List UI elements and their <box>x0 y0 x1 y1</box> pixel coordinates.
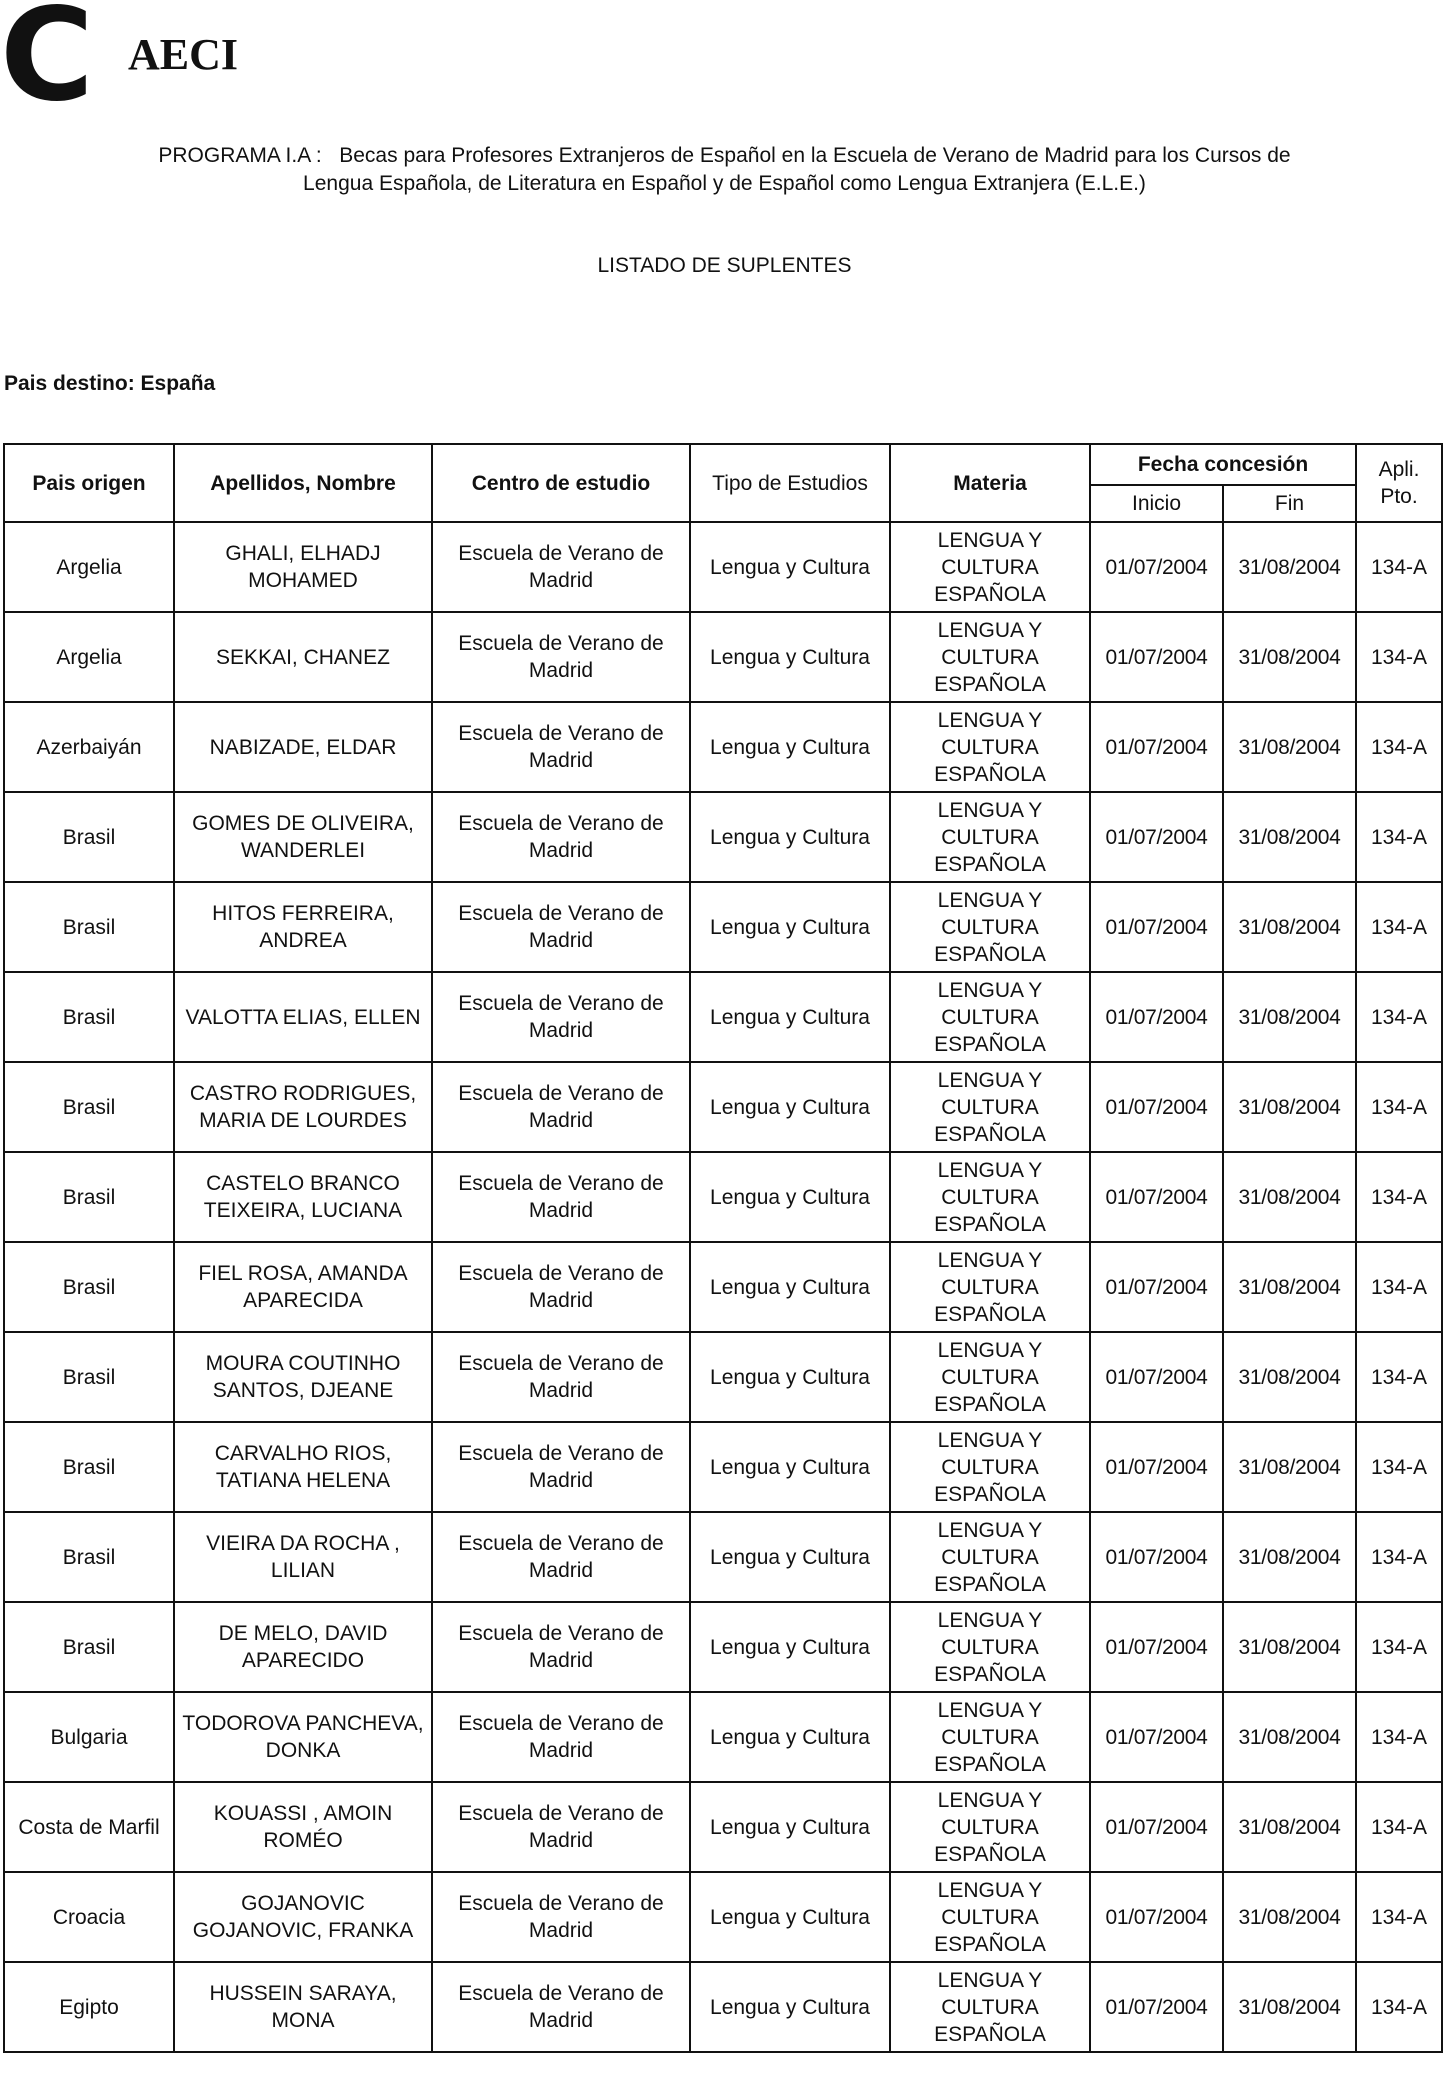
cell-materia: LENGUA Y CULTURA ESPAÑOLA <box>890 792 1090 882</box>
cell-fecha-inicio: 01/07/2004 <box>1090 1782 1223 1872</box>
table-row <box>4 882 1442 972</box>
cell-fecha-fin: 31/08/2004 <box>1223 1602 1356 1692</box>
cell-fecha-inicio: 01/07/2004 <box>1090 1152 1223 1242</box>
cell-apellidos-nombre: HITOS FERREIRA, ANDREA <box>174 882 432 972</box>
cell-apli-pto: 134-A <box>1356 1872 1442 1962</box>
cell-materia: LENGUA Y CULTURA ESPAÑOLA <box>890 1962 1090 2052</box>
cell-pais-origen: Brasil <box>4 1062 174 1152</box>
cell-materia: LENGUA Y CULTURA ESPAÑOLA <box>890 972 1090 1062</box>
table-row <box>4 1062 1442 1152</box>
cell-fecha-fin: 31/08/2004 <box>1223 612 1356 702</box>
cell-tipo-estudios: Lengua y Cultura <box>690 792 890 882</box>
cell-fecha-fin: 31/08/2004 <box>1223 1152 1356 1242</box>
cell-materia: LENGUA Y CULTURA ESPAÑOLA <box>890 1872 1090 1962</box>
cell-apellidos-nombre: HUSSEIN SARAYA, MONA <box>174 1962 432 2052</box>
cell-materia: LENGUA Y CULTURA ESPAÑOLA <box>890 522 1090 612</box>
cell-pais-origen: Argelia <box>4 612 174 702</box>
cell-apellidos-nombre: DE MELO, DAVID APARECIDO <box>174 1602 432 1692</box>
table-row <box>4 522 1442 612</box>
cell-pais-origen: Croacia <box>4 1872 174 1962</box>
list-title: LISTADO DE SUPLENTES <box>597 254 852 277</box>
cell-centro-estudio: Escuela de Verano de Madrid <box>432 522 690 612</box>
cell-materia: LENGUA Y CULTURA ESPAÑOLA <box>890 702 1090 792</box>
cell-centro-estudio: Escuela de Verano de Madrid <box>432 972 690 1062</box>
cell-fecha-inicio: 01/07/2004 <box>1090 1602 1223 1692</box>
table-header-row <box>4 444 1442 485</box>
table-row <box>4 1332 1442 1422</box>
cell-fecha-fin: 31/08/2004 <box>1223 1962 1356 2052</box>
cell-apli-pto: 134-A <box>1356 882 1442 972</box>
cell-centro-estudio: Escuela de Verano de Madrid <box>432 1422 690 1512</box>
cell-materia: LENGUA Y CULTURA ESPAÑOLA <box>890 1242 1090 1332</box>
cell-apellidos-nombre: KOUASSI , AMOIN ROMÉO <box>174 1782 432 1872</box>
cell-fecha-fin: 31/08/2004 <box>1223 972 1356 1062</box>
cell-materia: LENGUA Y CULTURA ESPAÑOLA <box>890 612 1090 702</box>
cell-materia: LENGUA Y CULTURA ESPAÑOLA <box>890 1602 1090 1692</box>
cell-tipo-estudios: Lengua y Cultura <box>690 612 890 702</box>
cell-fecha-inicio: 01/07/2004 <box>1090 612 1223 702</box>
cell-apellidos-nombre: VIEIRA DA ROCHA , LILIAN <box>174 1512 432 1602</box>
cell-apli-pto: 134-A <box>1356 1422 1442 1512</box>
cell-apli-pto: 134-A <box>1356 1512 1442 1602</box>
program-line-2: Lengua Española, de Literatura en Español y de Español como Lengua Extranjera (E.L.E.) <box>303 172 1146 195</box>
cell-pais-origen: Brasil <box>4 1602 174 1692</box>
cell-apli-pto: 134-A <box>1356 612 1442 702</box>
cell-materia: LENGUA Y CULTURA ESPAÑOLA <box>890 1332 1090 1422</box>
cell-pais-origen: Brasil <box>4 1422 174 1512</box>
cell-fecha-inicio: 01/07/2004 <box>1090 1422 1223 1512</box>
cell-centro-estudio: Escuela de Verano de Madrid <box>432 1872 690 1962</box>
header-apellidos-nombre: Apellidos, Nombre <box>174 444 432 522</box>
cell-tipo-estudios: Lengua y Cultura <box>690 1242 890 1332</box>
table-row <box>4 1872 1442 1962</box>
cell-fecha-fin: 31/08/2004 <box>1223 1872 1356 1962</box>
cell-centro-estudio: Escuela de Verano de Madrid <box>432 1512 690 1602</box>
table-row <box>4 1962 1442 2052</box>
cell-apellidos-nombre: MOURA COUTINHO SANTOS, DJEANE <box>174 1332 432 1422</box>
cell-tipo-estudios: Lengua y Cultura <box>690 1062 890 1152</box>
header-inicio: Inicio <box>1090 485 1223 522</box>
header-apli-pto: Apli. Pto. <box>1356 444 1442 522</box>
table-body <box>4 522 1442 2052</box>
cell-tipo-estudios: Lengua y Cultura <box>690 882 890 972</box>
cell-pais-origen: Brasil <box>4 882 174 972</box>
cell-apellidos-nombre: TODOROVA PANCHEVA, DONKA <box>174 1692 432 1782</box>
cell-fecha-fin: 31/08/2004 <box>1223 1422 1356 1512</box>
table-row <box>4 612 1442 702</box>
cell-fecha-inicio: 01/07/2004 <box>1090 792 1223 882</box>
table-row <box>4 702 1442 792</box>
cell-tipo-estudios: Lengua y Cultura <box>690 1962 890 2052</box>
cell-centro-estudio: Escuela de Verano de Madrid <box>432 1062 690 1152</box>
cell-materia: LENGUA Y CULTURA ESPAÑOLA <box>890 1512 1090 1602</box>
table-row <box>4 1782 1442 1872</box>
cell-fecha-fin: 31/08/2004 <box>1223 882 1356 972</box>
cell-fecha-inicio: 01/07/2004 <box>1090 1512 1223 1602</box>
table-row <box>4 972 1442 1062</box>
cell-materia: LENGUA Y CULTURA ESPAÑOLA <box>890 1152 1090 1242</box>
cell-fecha-fin: 31/08/2004 <box>1223 1332 1356 1422</box>
cell-pais-origen: Bulgaria <box>4 1692 174 1782</box>
cell-apli-pto: 134-A <box>1356 1782 1442 1872</box>
program-line-1: PROGRAMA I.A : Becas para Profesores Extranjeros de Español en la Escuela de Verano de Madrid para los Cursos de <box>158 144 1291 167</box>
table-row <box>4 1152 1442 1242</box>
cell-tipo-estudios: Lengua y Cultura <box>690 1602 890 1692</box>
cell-tipo-estudios: Lengua y Cultura <box>690 1782 890 1872</box>
cell-apellidos-nombre: CASTRO RODRIGUES, MARIA DE LOURDES <box>174 1062 432 1152</box>
cell-centro-estudio: Escuela de Verano de Madrid <box>432 612 690 702</box>
cell-fecha-fin: 31/08/2004 <box>1223 522 1356 612</box>
cell-apli-pto: 134-A <box>1356 522 1442 612</box>
substitutes-table <box>3 443 1443 2053</box>
cell-fecha-fin: 31/08/2004 <box>1223 1062 1356 1152</box>
destination-country: Pais destino: España <box>4 372 216 395</box>
cell-pais-origen: Brasil <box>4 1242 174 1332</box>
cell-apli-pto: 134-A <box>1356 1602 1442 1692</box>
header-pais-origen: Pais origen <box>4 444 174 522</box>
cell-apli-pto: 134-A <box>1356 1242 1442 1332</box>
cell-pais-origen: Brasil <box>4 972 174 1062</box>
cell-apellidos-nombre: GOJANOVIC GOJANOVIC, FRANKA <box>174 1872 432 1962</box>
cell-materia: LENGUA Y CULTURA ESPAÑOLA <box>890 1782 1090 1872</box>
table-row <box>4 1512 1442 1602</box>
cell-pais-origen: Costa de Marfil <box>4 1782 174 1872</box>
cell-pais-origen: Brasil <box>4 1152 174 1242</box>
cell-fecha-inicio: 01/07/2004 <box>1090 1962 1223 2052</box>
cell-apli-pto: 134-A <box>1356 1152 1442 1242</box>
cell-materia: LENGUA Y CULTURA ESPAÑOLA <box>890 1422 1090 1512</box>
cell-apli-pto: 134-A <box>1356 972 1442 1062</box>
cell-pais-origen: Brasil <box>4 1332 174 1422</box>
cell-fecha-inicio: 01/07/2004 <box>1090 1872 1223 1962</box>
cell-pais-origen: Argelia <box>4 522 174 612</box>
cell-pais-origen: Azerbaiyán <box>4 702 174 792</box>
cell-tipo-estudios: Lengua y Cultura <box>690 972 890 1062</box>
cell-pais-origen: Brasil <box>4 792 174 882</box>
cell-apellidos-nombre: VALOTTA ELIAS, ELLEN <box>174 972 432 1062</box>
cell-apellidos-nombre: FIEL ROSA, AMANDA APARECIDA <box>174 1242 432 1332</box>
cell-fecha-fin: 31/08/2004 <box>1223 1242 1356 1332</box>
cell-fecha-inicio: 01/07/2004 <box>1090 972 1223 1062</box>
cell-materia: LENGUA Y CULTURA ESPAÑOLA <box>890 1062 1090 1152</box>
cell-centro-estudio: Escuela de Verano de Madrid <box>432 1962 690 2052</box>
cell-fecha-fin: 31/08/2004 <box>1223 1512 1356 1602</box>
cell-centro-estudio: Escuela de Verano de Madrid <box>432 1152 690 1242</box>
header-centro-estudio: Centro de estudio <box>432 444 690 522</box>
cell-centro-estudio: Escuela de Verano de Madrid <box>432 1242 690 1332</box>
table-row <box>4 1242 1442 1332</box>
cell-fecha-inicio: 01/07/2004 <box>1090 702 1223 792</box>
cell-apellidos-nombre: SEKKAI, CHANEZ <box>174 612 432 702</box>
cell-fecha-inicio: 01/07/2004 <box>1090 1692 1223 1782</box>
cell-apli-pto: 134-A <box>1356 1062 1442 1152</box>
cell-apli-pto: 134-A <box>1356 1332 1442 1422</box>
header-tipo-estudios: Tipo de Estudios <box>690 444 890 522</box>
table-row <box>4 1422 1442 1512</box>
cell-fecha-fin: 31/08/2004 <box>1223 1692 1356 1782</box>
cell-apli-pto: 134-A <box>1356 702 1442 792</box>
cell-apellidos-nombre: CASTELO BRANCO TEIXEIRA, LUCIANA <box>174 1152 432 1242</box>
cell-apli-pto: 134-A <box>1356 1962 1442 2052</box>
cell-tipo-estudios: Lengua y Cultura <box>690 1152 890 1242</box>
cell-tipo-estudios: Lengua y Cultura <box>690 1332 890 1422</box>
cell-centro-estudio: Escuela de Verano de Madrid <box>432 882 690 972</box>
cell-centro-estudio: Escuela de Verano de Madrid <box>432 1692 690 1782</box>
cell-centro-estudio: Escuela de Verano de Madrid <box>432 1782 690 1872</box>
cell-fecha-fin: 31/08/2004 <box>1223 792 1356 882</box>
cell-fecha-inicio: 01/07/2004 <box>1090 522 1223 612</box>
logo-letter: C <box>0 0 90 130</box>
cell-centro-estudio: Escuela de Verano de Madrid <box>432 1332 690 1422</box>
cell-fecha-inicio: 01/07/2004 <box>1090 1332 1223 1422</box>
program-title <box>0 142 1449 198</box>
cell-apli-pto: 134-A <box>1356 1692 1442 1782</box>
cell-pais-origen: Egipto <box>4 1962 174 2052</box>
cell-fecha-inicio: 01/07/2004 <box>1090 1242 1223 1332</box>
cell-tipo-estudios: Lengua y Cultura <box>690 1422 890 1512</box>
header-materia: Materia <box>890 444 1090 522</box>
cell-centro-estudio: Escuela de Verano de Madrid <box>432 702 690 792</box>
cell-fecha-inicio: 01/07/2004 <box>1090 1062 1223 1152</box>
cell-tipo-estudios: Lengua y Cultura <box>690 1512 890 1602</box>
cell-tipo-estudios: Lengua y Cultura <box>690 702 890 792</box>
cell-pais-origen: Brasil <box>4 1512 174 1602</box>
table-row <box>4 1692 1442 1782</box>
cell-apellidos-nombre: NABIZADE, ELDAR <box>174 702 432 792</box>
aeci-logo <box>0 0 260 130</box>
table-row <box>4 1602 1442 1692</box>
cell-tipo-estudios: Lengua y Cultura <box>690 1692 890 1782</box>
cell-centro-estudio: Escuela de Verano de Madrid <box>432 1602 690 1692</box>
header-fin: Fin <box>1223 485 1356 522</box>
cell-materia: LENGUA Y CULTURA ESPAÑOLA <box>890 1692 1090 1782</box>
cell-fecha-fin: 31/08/2004 <box>1223 1782 1356 1872</box>
cell-fecha-fin: 31/08/2004 <box>1223 702 1356 792</box>
logo-text: AECI <box>128 30 239 79</box>
cell-tipo-estudios: Lengua y Cultura <box>690 1872 890 1962</box>
header-fecha-concesion: Fecha concesión <box>1090 444 1356 485</box>
table-row <box>4 792 1442 882</box>
cell-materia: LENGUA Y CULTURA ESPAÑOLA <box>890 882 1090 972</box>
cell-apellidos-nombre: CARVALHO RIOS, TATIANA HELENA <box>174 1422 432 1512</box>
cell-apellidos-nombre: GOMES DE OLIVEIRA, WANDERLEI <box>174 792 432 882</box>
cell-centro-estudio: Escuela de Verano de Madrid <box>432 792 690 882</box>
cell-fecha-inicio: 01/07/2004 <box>1090 882 1223 972</box>
cell-apellidos-nombre: GHALI, ELHADJ MOHAMED <box>174 522 432 612</box>
cell-tipo-estudios: Lengua y Cultura <box>690 522 890 612</box>
cell-apli-pto: 134-A <box>1356 792 1442 882</box>
